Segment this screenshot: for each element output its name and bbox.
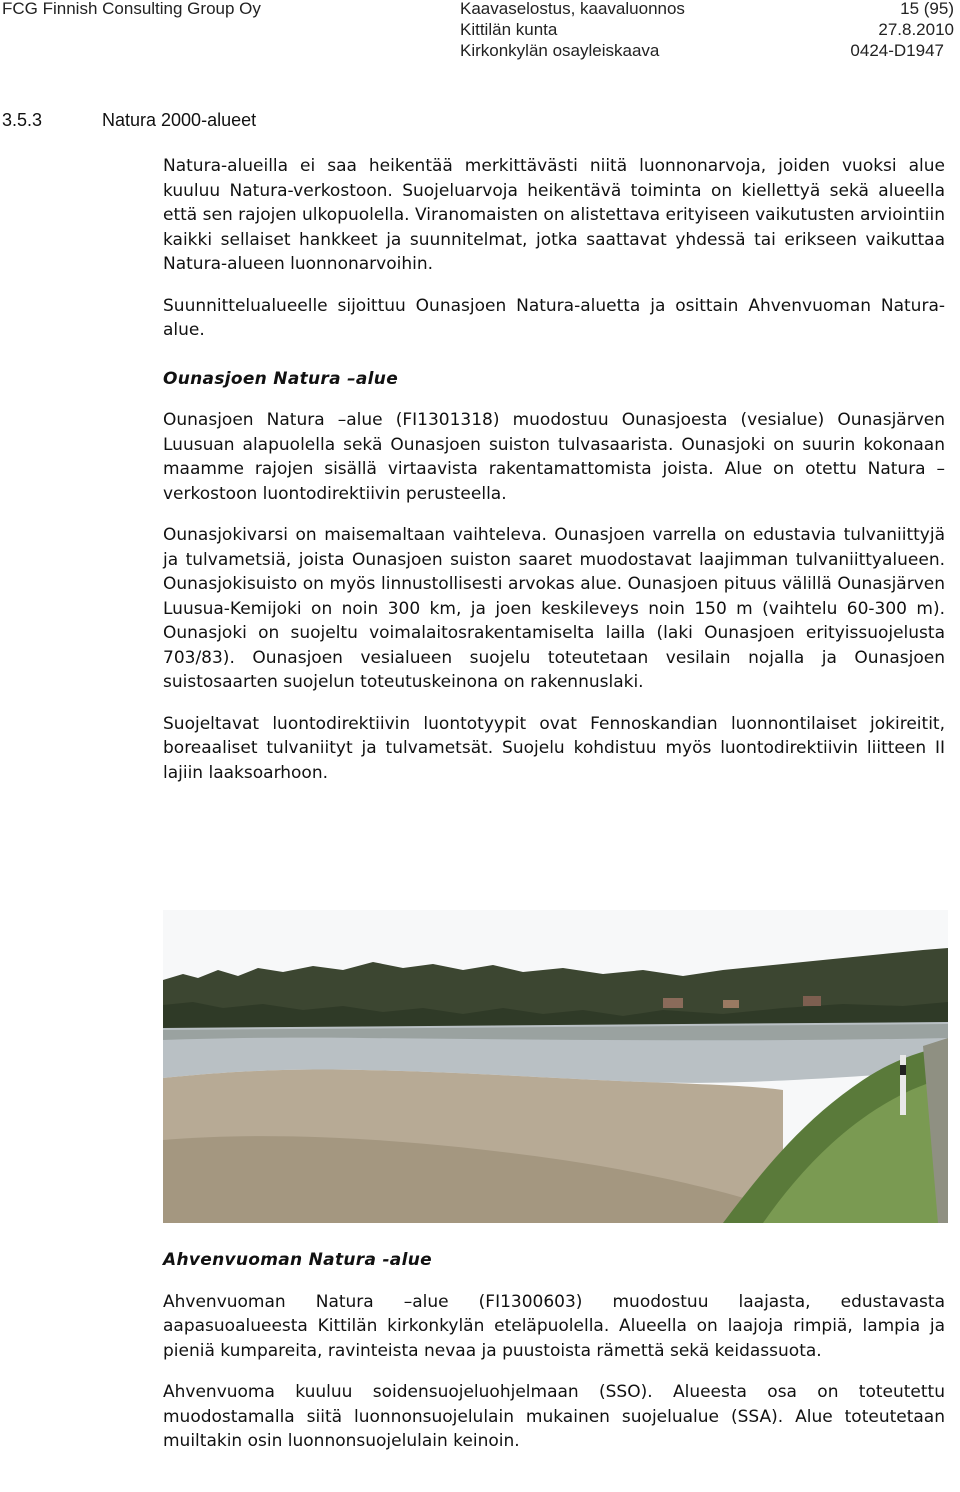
header-code: 0424-D1947 [850,41,944,60]
header-doc-type: Kaavaselostus, kaavaluonnos [460,0,685,18]
paragraph-ounasjoki-3: Suojeltavat luontodirektiivin luontotyypit ovat Fennoskandian luonnontilaiset jokireitit, boreaaliset tulvaniityt ja tulvametsät. Suojelu kohdistuu myös luontodirektiivin liitteen II lajiin laaksoarhoon. [163,713,945,783]
house [723,1000,739,1008]
paragraph-ahvenvuoma-1: Ahvenvuoman Natura –alue (FI1300603) muodostuu laajasta, edustavasta aapasuoalueesta Kittilän kirkonkylän eteläpuolella. Alueella on laajoja rimpiä, lampia ja pieniä kumpareita, ravinteista nevaa ja puustoista rämettä sekä keidassuota. [163,1291,945,1361]
paragraph-ounasjoki-2: Ounasjokivarsi on maisemaltaan vaihteleva. Ounasjoen varrella on edustavia tulvaniittyjä ja tulvametsiä, joista Ounasjoen suiston saaret muodostavat laajimman tulvaniittyalueen. Ounasjokisuisto on myös linnustollisesti arvokas alue. Ounasjoen pituus välillä Ounasjärven Luusua-Kemijoki on noin 300 km, ja joen keskileveys noin 150 m (vaihtelu 60-300 m). Ounasjoki on suojeltu voimalaitosrakentamiselta lailla (laki Ounasjoen erityissuojelusta 703/83). Ounasjoen vesialueen suojelu toteutetaan vesilain nojalla ja Ounasjoen suistosaarten suojelun toteutuskeinona on rakennuslaki. [163,525,945,692]
section-heading: Natura 2000-alueet [102,110,257,130]
header-page-number: 15 (95) [900,0,954,18]
body-text-bottom [163,1248,945,1454]
header-company: FCG Finnish Consulting Group Oy [2,0,261,18]
subheading-ahvenvuoma: Ahvenvuoman Natura -alue [163,1250,432,1270]
paragraph-ahvenvuoma-2: Ahvenvuoma kuuluu soidensuojeluohjelmaan (SSO). Alueesta osa on toteutettu muodostamalla siitä luonnonsuojelulain mukainen suojelualue (SSA). Alue toteutetaan muiltakin osin luonnonsuojelulain keinoin. [163,1382,945,1451]
paragraph-area: Suunnittelualueelle sijoittuu Ounasjoen Natura-aluetta ja osittain Ahvenvuoman Natura-alue. [163,295,945,340]
page-header [0,0,960,70]
road-post-band [900,1065,906,1075]
house [663,998,683,1008]
header-municipality: Kittilän kunta [460,20,558,39]
subheading-ounasjoki: Ounasjoen Natura –alue [163,368,399,389]
header-date: 27.8.2010 [878,20,954,39]
road-post [900,1055,906,1115]
section-title [2,110,256,131]
river-landscape-photo [163,910,948,1223]
section-number: 3.5.3 [2,110,43,130]
house [803,996,821,1006]
photo-illustration [163,910,948,1223]
paragraph-intro: Natura-alueilla ei saa heikentää merkittävästi niitä luonnonarvoja, joiden vuoksi alue kuuluu Natura-verkostoon. Suojeluarvoja heikentävä toiminta on kiellettyä sekä alueella että sen rajojen ulkopuolella. Viranomaisten on alistettava erityiseen vaikutusten arviointiin kaikki sellaiset hankkeet ja suunnitelmat, jotka saattavat yhdessä tai erikseen vaikuttaa Natura-alueen luonnonarvoihin. [163,156,945,274]
paragraph-ounasjoki-1: Ounasjoen Natura –alue (FI1301318) muodostuu Ounasjoesta (vesialue) Ounasjärven Luusuan alapuolella sekä Ounasjoen suiston tulvasaarista. Ounasjoki on suurin kokonaan maamme rajojen sisällä virtaavista rakentamattomista joista. Alue on otettu Natura –verkostoon luontodirektiivin perusteella. [163,410,945,504]
header-plan: Kirkonkylän osayleiskaava [460,41,660,60]
body-text-top [163,154,945,785]
